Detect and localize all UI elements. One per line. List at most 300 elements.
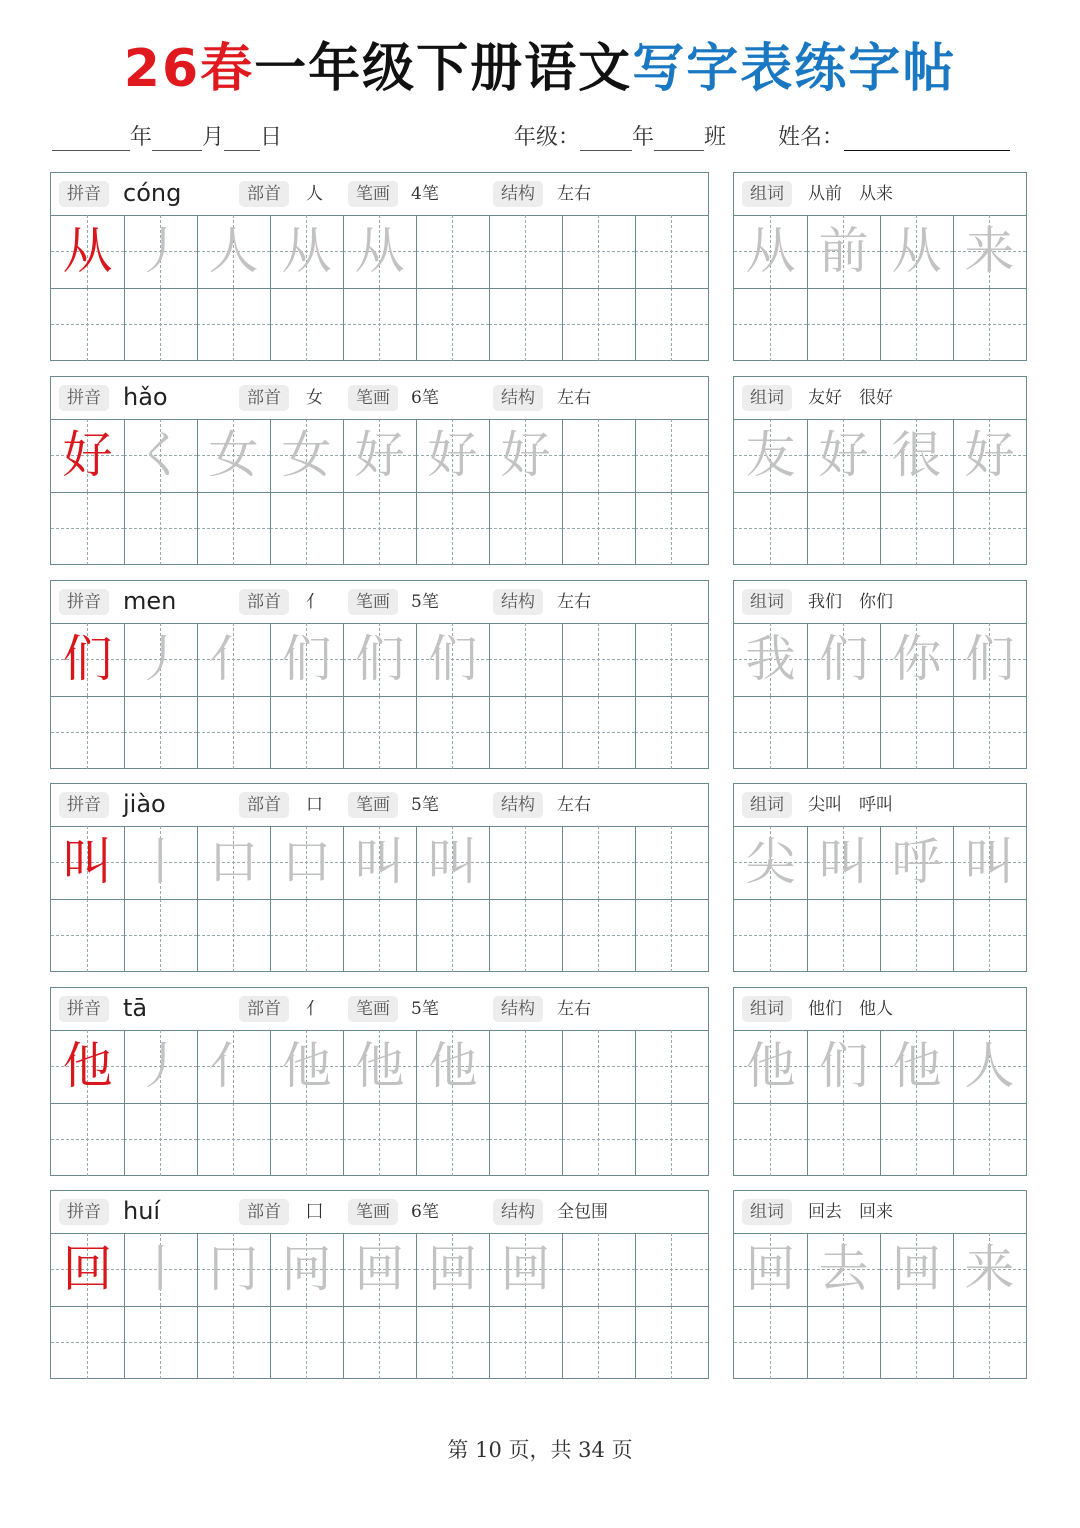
word-writing-cell[interactable] — [807, 419, 880, 492]
radical-tag: 部首 — [239, 589, 289, 615]
word-writing-cell[interactable] — [734, 623, 807, 696]
stroke-trace-char: 从 — [354, 222, 405, 280]
writing-cell[interactable] — [270, 1030, 343, 1103]
word-writing-cell[interactable] — [953, 696, 1026, 769]
structure-tag: 结构 — [493, 1199, 543, 1225]
writing-cell[interactable] — [562, 288, 635, 361]
writing-cell[interactable] — [197, 1103, 270, 1176]
word-writing-cell[interactable] — [880, 419, 953, 492]
writing-cell[interactable] — [489, 623, 562, 696]
stroke-trace-char: 他 — [281, 1037, 332, 1095]
words-header — [734, 1191, 1026, 1234]
writing-cell[interactable] — [635, 1103, 708, 1176]
writing-cell[interactable] — [270, 1103, 343, 1176]
writing-cell[interactable] — [562, 492, 635, 565]
word-writing-cell[interactable] — [734, 288, 807, 361]
words-tag: 组词 — [742, 589, 792, 615]
writing-cell[interactable] — [416, 492, 489, 565]
word-trace-char: 呼 — [891, 833, 942, 891]
writing-cell[interactable] — [51, 492, 124, 565]
pinyin-value: men — [123, 587, 177, 615]
word-trace-char: 友 — [745, 426, 796, 484]
strokes-value: 5笔 — [411, 795, 439, 815]
writing-cell[interactable] — [562, 1306, 635, 1379]
writing-cell[interactable] — [124, 899, 197, 972]
writing-cell[interactable] — [197, 899, 270, 972]
writing-cell[interactable] — [343, 1306, 416, 1379]
word-writing-cell[interactable] — [734, 696, 807, 769]
word-trace-char: 来 — [964, 1240, 1015, 1298]
writing-cell[interactable] — [124, 696, 197, 769]
grade-unit: 年 — [632, 125, 655, 150]
writing-cell[interactable] — [416, 419, 489, 492]
stroke-trace-char: 叫 — [427, 833, 478, 891]
words-value: 友好 很好 — [808, 388, 893, 408]
pinyin-tag: 拼音 — [59, 385, 109, 411]
structure-value: 左右 — [557, 999, 591, 1019]
word-writing-cell[interactable] — [953, 623, 1026, 696]
stroke-trace-char: 丿 — [135, 222, 186, 280]
writing-cell[interactable] — [489, 899, 562, 972]
structure-tag: 结构 — [493, 181, 543, 207]
writing-cell[interactable] — [197, 288, 270, 361]
words-tag: 组词 — [742, 792, 792, 818]
writing-cell[interactable] — [51, 623, 124, 696]
word-trace-char: 好 — [964, 426, 1015, 484]
writing-cell[interactable] — [197, 1233, 270, 1306]
structure-value: 左右 — [557, 184, 591, 204]
writing-cell[interactable] — [124, 419, 197, 492]
strokes-tag: 笔画 — [348, 181, 398, 207]
strokes-value: 6笔 — [411, 1202, 439, 1222]
word-trace-char: 你 — [891, 630, 942, 688]
writing-cell[interactable] — [562, 826, 635, 899]
writing-cell[interactable] — [416, 623, 489, 696]
writing-cell[interactable] — [489, 1103, 562, 1176]
writing-cell[interactable] — [635, 1233, 708, 1306]
word-writing-cell[interactable] — [953, 1306, 1026, 1379]
stroke-trace-char: 从 — [281, 222, 332, 280]
writing-cell[interactable] — [635, 1306, 708, 1379]
writing-cell[interactable] — [635, 696, 708, 769]
word-writing-cell[interactable] — [807, 696, 880, 769]
word-writing-cell[interactable] — [807, 215, 880, 288]
word-grid — [734, 215, 1026, 361]
char-practice-box — [50, 172, 709, 361]
words-tag: 组词 — [742, 1199, 792, 1225]
structure-value: 左右 — [557, 795, 591, 815]
stroke-trace-char: 好 — [354, 426, 405, 484]
pinyin-tag: 拼音 — [59, 792, 109, 818]
writing-cell[interactable] — [124, 623, 197, 696]
model-char: 们 — [62, 630, 113, 688]
writing-cell[interactable] — [124, 1030, 197, 1103]
writing-cell[interactable] — [343, 1030, 416, 1103]
strokes-tag: 笔画 — [348, 792, 398, 818]
words-header — [734, 988, 1026, 1031]
model-char: 叫 — [62, 833, 113, 891]
title-grade: 一年级下册语文 — [254, 39, 633, 99]
words-value: 从前 从来 — [808, 184, 893, 204]
stroke-trace-char: 回 — [354, 1240, 405, 1298]
stroke-trace-char: 他 — [427, 1037, 478, 1095]
title-year: 26春 — [123, 39, 255, 99]
word-writing-cell[interactable] — [734, 826, 807, 899]
writing-cell[interactable] — [343, 1103, 416, 1176]
word-writing-cell[interactable] — [880, 826, 953, 899]
word-grid — [734, 623, 1026, 769]
writing-cell[interactable] — [416, 1233, 489, 1306]
char-practice-box — [50, 987, 709, 1176]
writing-cell[interactable] — [489, 1306, 562, 1379]
writing-cell[interactable] — [489, 696, 562, 769]
model-char: 他 — [62, 1037, 113, 1095]
writing-cell[interactable] — [343, 826, 416, 899]
writing-cell[interactable] — [51, 419, 124, 492]
words-value: 尖叫 呼叫 — [808, 795, 893, 815]
strokes-value: 5笔 — [411, 999, 439, 1019]
structure-tag: 结构 — [493, 792, 543, 818]
writing-cell[interactable] — [562, 623, 635, 696]
structure-tag: 结构 — [493, 996, 543, 1022]
writing-cell[interactable] — [562, 899, 635, 972]
word-trace-char: 们 — [818, 1037, 869, 1095]
writing-cell[interactable] — [635, 1030, 708, 1103]
writing-cell[interactable] — [343, 1233, 416, 1306]
writing-cell[interactable] — [489, 419, 562, 492]
writing-cell[interactable] — [51, 215, 124, 288]
writing-cell[interactable] — [343, 215, 416, 288]
writing-cell[interactable] — [416, 215, 489, 288]
writing-cell[interactable] — [635, 288, 708, 361]
writing-cell[interactable] — [635, 215, 708, 288]
word-writing-cell[interactable] — [734, 899, 807, 972]
writing-cell[interactable] — [270, 419, 343, 492]
char-info-header — [51, 581, 708, 624]
word-writing-cell[interactable] — [734, 1233, 807, 1306]
word-writing-cell[interactable] — [734, 419, 807, 492]
writing-cell[interactable] — [489, 215, 562, 288]
writing-cell[interactable] — [489, 1233, 562, 1306]
writing-cell[interactable] — [197, 1306, 270, 1379]
tianzige-grid — [51, 419, 708, 565]
word-writing-cell[interactable] — [953, 492, 1026, 565]
model-char: 好 — [62, 426, 113, 484]
word-trace-char: 们 — [818, 630, 869, 688]
stroke-trace-char: 丿 — [135, 1037, 186, 1095]
radical-value: 口 — [306, 795, 323, 815]
writing-cell[interactable] — [343, 492, 416, 565]
tianzige-grid — [51, 1233, 708, 1379]
writing-cell[interactable] — [270, 623, 343, 696]
writing-cell[interactable] — [270, 1233, 343, 1306]
char-block — [0, 783, 1080, 973]
strokes-value: 6笔 — [411, 388, 439, 408]
pinyin-value: cóng — [123, 179, 182, 207]
name-label: 姓名： — [778, 125, 845, 150]
writing-cell[interactable] — [489, 492, 562, 565]
word-writing-cell[interactable] — [880, 1030, 953, 1103]
writing-cell[interactable] — [270, 826, 343, 899]
writing-cell[interactable] — [51, 1030, 124, 1103]
word-writing-cell[interactable] — [807, 1103, 880, 1176]
writing-cell[interactable] — [562, 1103, 635, 1176]
writing-cell[interactable] — [270, 492, 343, 565]
stroke-trace-char: 们 — [281, 630, 332, 688]
writing-cell[interactable] — [562, 1233, 635, 1306]
writing-cell[interactable] — [343, 696, 416, 769]
writing-cell[interactable] — [416, 899, 489, 972]
word-writing-cell[interactable] — [880, 1233, 953, 1306]
stroke-trace-char: 回 — [427, 1240, 478, 1298]
char-info-header — [51, 988, 708, 1031]
stroke-trace-char: 好 — [500, 426, 551, 484]
radical-tag: 部首 — [239, 996, 289, 1022]
word-trace-char: 从 — [745, 222, 796, 280]
writing-cell[interactable] — [489, 1030, 562, 1103]
word-grid — [734, 419, 1026, 565]
word-trace-char: 从 — [891, 222, 942, 280]
word-writing-cell[interactable] — [880, 899, 953, 972]
stroke-trace-char: 叫 — [354, 833, 405, 891]
writing-cell[interactable] — [124, 288, 197, 361]
writing-cell[interactable] — [197, 623, 270, 696]
tianzige-grid — [51, 1030, 708, 1176]
writing-cell[interactable] — [197, 492, 270, 565]
word-practice-box — [733, 376, 1027, 565]
char-practice-box — [50, 580, 709, 769]
word-writing-cell[interactable] — [953, 1103, 1026, 1176]
word-trace-char: 叫 — [964, 833, 1015, 891]
stroke-trace-char: 亻 — [208, 1037, 259, 1095]
word-writing-cell[interactable] — [807, 623, 880, 696]
writing-cell[interactable] — [562, 419, 635, 492]
word-writing-cell[interactable] — [734, 1103, 807, 1176]
word-trace-char: 我 — [745, 630, 796, 688]
writing-cell[interactable] — [51, 696, 124, 769]
word-writing-cell[interactable] — [734, 1306, 807, 1379]
writing-cell[interactable] — [635, 492, 708, 565]
name-field[interactable] — [778, 120, 1010, 151]
date-field[interactable] — [52, 120, 282, 151]
structure-tag: 结构 — [493, 385, 543, 411]
page-number: 第 10 页，共 34 页 — [447, 1438, 633, 1462]
char-info-header — [51, 173, 708, 216]
strokes-tag: 笔画 — [348, 996, 398, 1022]
word-trace-char: 回 — [891, 1240, 942, 1298]
pinyin-tag: 拼音 — [59, 181, 109, 207]
word-writing-cell[interactable] — [807, 288, 880, 361]
word-practice-box — [733, 580, 1027, 769]
word-writing-cell[interactable] — [880, 1103, 953, 1176]
writing-cell[interactable] — [343, 419, 416, 492]
word-writing-cell[interactable] — [734, 1030, 807, 1103]
word-writing-cell[interactable] — [953, 215, 1026, 288]
word-grid — [734, 1233, 1026, 1379]
class-unit: 班 — [704, 125, 727, 150]
writing-cell[interactable] — [197, 419, 270, 492]
writing-cell[interactable] — [270, 696, 343, 769]
word-trace-char: 前 — [818, 222, 869, 280]
radical-value: 亻 — [306, 592, 323, 612]
word-writing-cell[interactable] — [880, 288, 953, 361]
writing-cell[interactable] — [124, 492, 197, 565]
word-writing-cell[interactable] — [953, 1233, 1026, 1306]
writing-cell[interactable] — [562, 215, 635, 288]
writing-cell[interactable] — [124, 1103, 197, 1176]
writing-cell[interactable] — [197, 1030, 270, 1103]
writing-cell[interactable] — [51, 288, 124, 361]
word-writing-cell[interactable] — [880, 696, 953, 769]
words-value: 他们 他人 — [808, 999, 893, 1019]
stroke-trace-char: く — [135, 426, 186, 484]
stroke-trace-char: 口 — [281, 833, 332, 891]
char-block — [0, 987, 1080, 1177]
words-tag: 组词 — [742, 181, 792, 207]
writing-cell[interactable] — [343, 899, 416, 972]
words-value: 回去 回来 — [808, 1202, 893, 1222]
writing-cell[interactable] — [343, 288, 416, 361]
radical-tag: 部首 — [239, 1199, 289, 1225]
writing-cell[interactable] — [124, 1233, 197, 1306]
word-writing-cell[interactable] — [807, 899, 880, 972]
pinyin-value: jiào — [123, 790, 166, 818]
info-row — [50, 120, 1025, 156]
grade-field[interactable] — [514, 120, 726, 151]
writing-cell[interactable] — [562, 696, 635, 769]
strokes-tag: 笔画 — [348, 1199, 398, 1225]
writing-cell[interactable] — [124, 1306, 197, 1379]
writing-cell[interactable] — [51, 899, 124, 972]
writing-cell[interactable] — [416, 696, 489, 769]
writing-cell[interactable] — [635, 419, 708, 492]
word-writing-cell[interactable] — [807, 1030, 880, 1103]
radical-value: 女 — [306, 388, 323, 408]
writing-cell[interactable] — [416, 1306, 489, 1379]
writing-cell[interactable] — [489, 288, 562, 361]
word-trace-char: 们 — [964, 630, 1015, 688]
word-writing-cell[interactable] — [807, 826, 880, 899]
year-label: 年 — [130, 125, 153, 150]
writing-cell[interactable] — [270, 215, 343, 288]
word-writing-cell[interactable] — [734, 492, 807, 565]
writing-cell[interactable] — [343, 623, 416, 696]
writing-cell[interactable] — [124, 826, 197, 899]
word-trace-char: 来 — [964, 222, 1015, 280]
char-practice-box — [50, 783, 709, 972]
stroke-trace-char: 回 — [500, 1240, 551, 1298]
word-writing-cell[interactable] — [880, 492, 953, 565]
writing-cell[interactable] — [562, 1030, 635, 1103]
strokes-value: 5笔 — [411, 592, 439, 612]
word-trace-char: 去 — [818, 1240, 869, 1298]
word-trace-char: 叫 — [818, 833, 869, 891]
word-practice-box — [733, 172, 1027, 361]
words-tag: 组词 — [742, 996, 792, 1022]
writing-cell[interactable] — [51, 1233, 124, 1306]
word-writing-cell[interactable] — [807, 1306, 880, 1379]
writing-cell[interactable] — [489, 826, 562, 899]
writing-cell[interactable] — [197, 696, 270, 769]
writing-cell[interactable] — [51, 826, 124, 899]
tianzige-grid — [51, 623, 708, 769]
char-block — [0, 1190, 1080, 1380]
radical-value: 亻 — [306, 999, 323, 1019]
stroke-trace-char: 亻 — [208, 630, 259, 688]
char-info-header — [51, 784, 708, 827]
stroke-trace-char: 丨 — [135, 1240, 186, 1298]
word-writing-cell[interactable] — [953, 288, 1026, 361]
word-writing-cell[interactable] — [953, 1030, 1026, 1103]
radical-value: 囗 — [306, 1202, 323, 1222]
strokes-tag: 笔画 — [348, 385, 398, 411]
pinyin-tag: 拼音 — [59, 996, 109, 1022]
pinyin-tag: 拼音 — [59, 589, 109, 615]
writing-cell[interactable] — [635, 899, 708, 972]
stroke-trace-char: 冋 — [281, 1240, 332, 1298]
writing-cell[interactable] — [124, 215, 197, 288]
writing-cell[interactable] — [51, 1306, 124, 1379]
word-writing-cell[interactable] — [880, 623, 953, 696]
word-writing-cell[interactable] — [953, 899, 1026, 972]
radical-value: 人 — [306, 184, 323, 204]
word-writing-cell[interactable] — [807, 492, 880, 565]
model-char: 从 — [62, 222, 113, 280]
char-practice-box — [50, 376, 709, 565]
char-practice-box — [50, 1190, 709, 1379]
word-trace-char: 很 — [891, 426, 942, 484]
pinyin-value: tā — [123, 994, 148, 1022]
writing-cell[interactable] — [51, 1103, 124, 1176]
writing-cell[interactable] — [416, 826, 489, 899]
words-tag: 组词 — [742, 385, 792, 411]
word-writing-cell[interactable] — [953, 826, 1026, 899]
word-practice-box — [733, 1190, 1027, 1379]
writing-cell[interactable] — [270, 288, 343, 361]
writing-cell[interactable] — [635, 826, 708, 899]
writing-cell[interactable] — [416, 1030, 489, 1103]
char-block — [0, 580, 1080, 770]
word-trace-char: 人 — [964, 1037, 1015, 1095]
writing-cell[interactable] — [270, 899, 343, 972]
word-writing-cell[interactable] — [880, 215, 953, 288]
pinyin-value: hǎo — [123, 383, 168, 411]
stroke-trace-char: 丿 — [135, 630, 186, 688]
word-writing-cell[interactable] — [807, 1233, 880, 1306]
writing-cell[interactable] — [635, 623, 708, 696]
writing-cell[interactable] — [270, 1306, 343, 1379]
stroke-trace-char: 丨 — [135, 833, 186, 891]
word-writing-cell[interactable] — [880, 1306, 953, 1379]
stroke-trace-char: 口 — [208, 833, 259, 891]
words-header — [734, 581, 1026, 624]
tianzige-grid — [51, 826, 708, 972]
words-value: 我们 你们 — [808, 592, 893, 612]
page-title — [0, 34, 1080, 104]
writing-cell[interactable] — [416, 288, 489, 361]
month-label: 月 — [202, 125, 225, 150]
word-writing-cell[interactable] — [734, 215, 807, 288]
structure-value: 全包围 — [557, 1202, 608, 1222]
writing-cell[interactable] — [416, 1103, 489, 1176]
writing-cell[interactable] — [197, 826, 270, 899]
char-info-header — [51, 377, 708, 420]
radical-tag: 部首 — [239, 792, 289, 818]
word-writing-cell[interactable] — [953, 419, 1026, 492]
word-trace-char: 他 — [891, 1037, 942, 1095]
word-grid — [734, 1030, 1026, 1176]
writing-cell[interactable] — [197, 215, 270, 288]
